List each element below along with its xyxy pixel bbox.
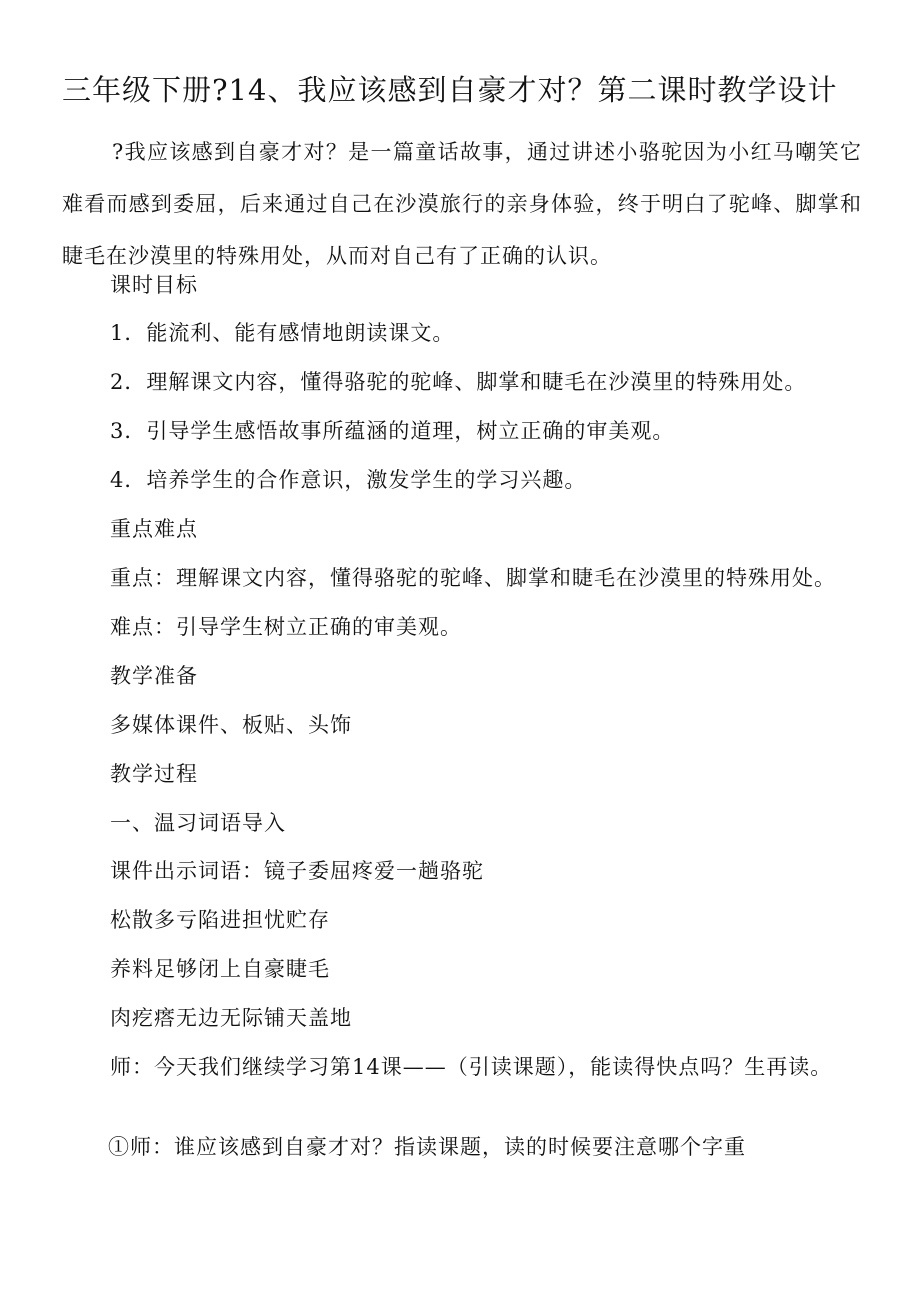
section-heading-key-points: 重点难点 bbox=[110, 517, 198, 541]
objective-item-1: 1．能流利、能有感情地朗读课文。 bbox=[110, 321, 455, 345]
vocabulary-line-2: 松散多亏陷进担忧贮存 bbox=[110, 908, 330, 932]
key-point: 重点：理解课文内容，懂得骆驼的驼峰、脚掌和睫毛在沙漠里的特殊用处。 bbox=[110, 566, 836, 590]
document-title: 三年级下册?14、我应该感到自豪才对？第二课时教学设计 bbox=[62, 73, 838, 107]
objective-item-3: 3．引导学生感悟故事所蕴涵的道理，树立正确的审美观。 bbox=[110, 419, 675, 443]
vocabulary-line-4: 肉疙瘩无边无际铺天盖地 bbox=[110, 1006, 352, 1030]
vocabulary-line-3: 养料足够闭上自豪睫毛 bbox=[110, 957, 330, 981]
objective-item-2: 2．理解课文内容，懂得骆驼的驼峰、脚掌和睫毛在沙漠里的特殊用处。 bbox=[110, 370, 807, 394]
teacher-paragraph: 师：今天我们继续学习第14课——（引读课题），能读得快点吗？生再读。 bbox=[110, 1055, 833, 1079]
preparation-items: 多媒体课件、板贴、头饰 bbox=[110, 713, 352, 737]
intro-paragraph: ?我应该感到自豪才对？是一篇童话故事，通过讲述小骆驼因为小红马嘲笑它难看而感到委屈，后来通过自己在沙漠旅行的亲身体验，终于明白了驼峰、脚掌和睫毛在沙漠里的特殊用处，从而对自己有了正确的认识。 bbox=[62, 140, 862, 268]
section-heading-process: 教学过程 bbox=[110, 762, 198, 786]
section-heading-objectives: 课时目标 bbox=[110, 273, 198, 297]
process-step-1-heading: 一、温习词语导入 bbox=[110, 811, 286, 835]
difficult-point: 难点：引导学生树立正确的审美观。 bbox=[110, 615, 462, 639]
objective-item-4: 4．培养学生的合作意识，激发学生的学习兴趣。 bbox=[110, 468, 587, 492]
section-heading-preparation: 教学准备 bbox=[110, 664, 198, 688]
vocabulary-line-1: 课件出示词语：镜子委屈疼爱一趟骆驼 bbox=[110, 859, 484, 883]
teacher-question-line: ①师：谁应该感到自豪才对？指读课题，读的时候要注意哪个字重 bbox=[108, 1135, 746, 1159]
